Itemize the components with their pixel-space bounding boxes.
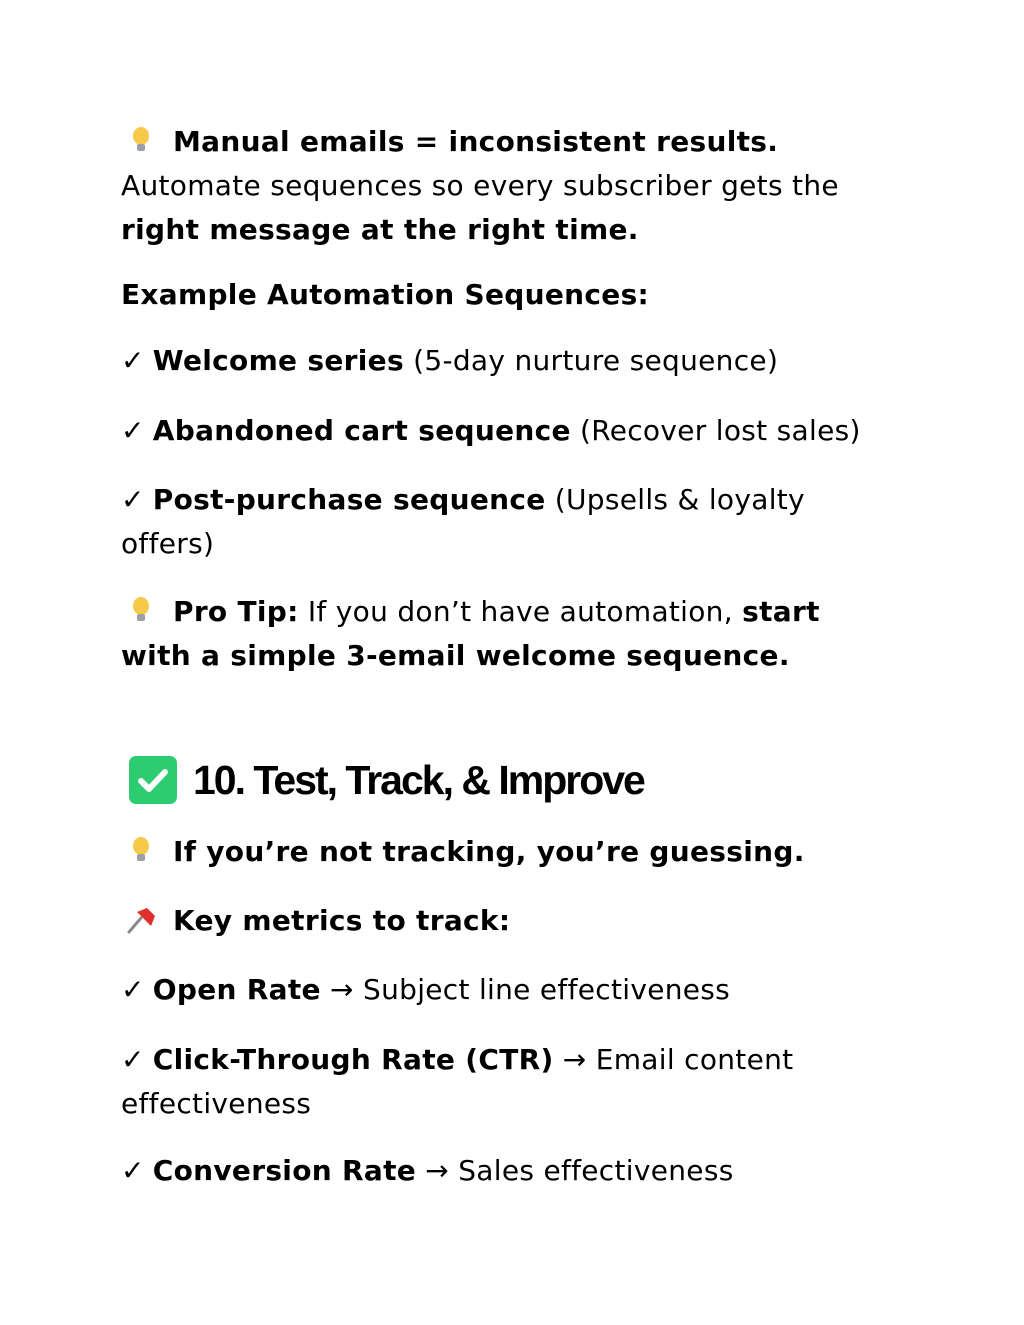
pro-tip-line-2: with a simple 3-email welcome sequence. [121,639,790,672]
pro-tip-label: Pro Tip: [173,595,299,628]
examples-heading: Example Automation Sequences: [121,278,650,311]
list-item-label: Post-purchase sequence [152,483,546,516]
list-item-detail: (Recover lost sales) [570,414,861,447]
pro-tip-bold: start [742,595,820,628]
metrics-heading [121,899,921,943]
intro-paragraph [121,120,921,252]
metric-detail: Email content [595,1043,794,1076]
lightbulb-icon [121,125,161,155]
metrics-heading-text: Key metrics to track: [173,904,511,937]
lightbulb-icon [121,835,161,865]
pro-tip [121,590,921,678]
lightbulb-icon [121,595,161,625]
list-item [121,339,921,383]
metric-label: Conversion Rate [152,1154,417,1187]
check-mark-icon: ✓ [121,1154,145,1187]
pushpin-icon [121,904,161,934]
list-item [121,1149,921,1193]
list-item-detail: (5-day nurture sequence) [403,344,779,377]
metric-detail-cont: effectiveness [121,1087,312,1120]
check-mark-icon: ✓ [121,483,145,516]
intro-line-2: Automate sequences so every subscriber gets the [121,169,839,202]
section-title: 10. Test, Track, & Improve [193,757,644,803]
list-item [121,478,921,566]
check-mark-icon: ✓ [121,414,145,447]
intro-lead: Manual emails = inconsistent results. [173,125,779,158]
metric-label: Open Rate [152,973,321,1006]
tracking-callout [121,830,921,874]
list-item-label: Welcome series [152,344,404,377]
intro-line-3: right message at the right time. [121,213,639,246]
metric-detail: Sales effectiveness [458,1154,734,1187]
tracking-callout-text: If you’re not tracking, you’re guessing. [173,835,805,868]
arrow-glyph: → [553,1043,596,1076]
list-item-detail: (Upsells & loyalty [545,483,805,516]
check-mark-icon: ✓ [121,344,145,377]
metric-label: Click-Through Rate (CTR) [152,1043,554,1076]
arrow-glyph: → [320,973,363,1006]
section-heading [129,752,644,808]
check-mark-icon: ✓ [121,1043,145,1076]
list-item [121,409,921,453]
list-item [121,968,921,1012]
list-item-label: Abandoned cart sequence [152,414,571,447]
metric-detail: Subject line effectiveness [363,973,731,1006]
check-mark-icon: ✓ [121,973,145,1006]
arrow-glyph: → [416,1154,459,1187]
pro-tip-text: If you don’t have automation, [298,595,743,628]
list-item-detail-cont: offers) [121,527,215,560]
check-mark-button-icon [129,756,177,804]
list-item [121,1038,921,1126]
